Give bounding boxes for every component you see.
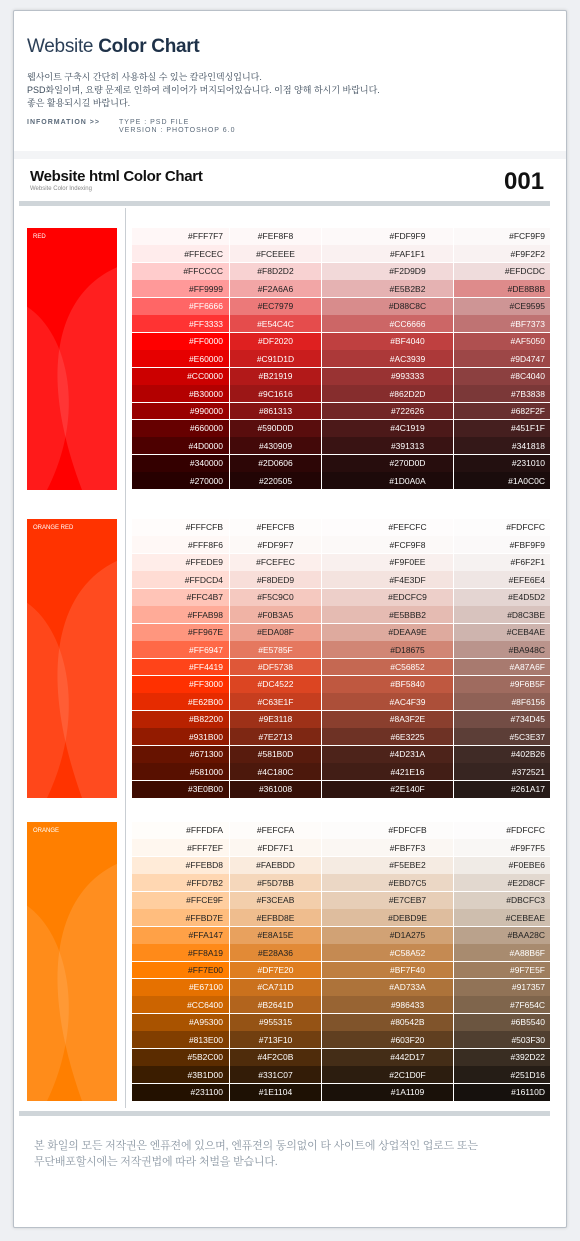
info-label: INFORMATION >> [27, 119, 100, 126]
color-cell: #E62B00 [132, 693, 229, 710]
color-cell: #F8D2D2 [230, 263, 321, 280]
color-cell: #270D0D [322, 455, 453, 472]
color-cell: #EFDCDC [454, 263, 550, 280]
color-cell: #FCF9F9 [454, 228, 550, 245]
color-cell: #16110D [454, 1084, 550, 1101]
color-row [132, 781, 550, 798]
color-cell: #682F2F [454, 403, 550, 420]
footer-line: 무단배포할시에는 저작권법에 따라 처벌을 받습니다. [34, 1156, 278, 1168]
color-row [132, 746, 550, 763]
color-cell: #FFAB98 [132, 606, 229, 623]
color-grid [132, 228, 550, 490]
color-cell: #FF6666 [132, 298, 229, 315]
color-cell: #931B00 [132, 728, 229, 745]
color-cell: #660000 [132, 420, 229, 437]
color-row [132, 589, 550, 606]
color-row [132, 711, 550, 728]
color-cell: #D88C8C [322, 298, 453, 315]
color-cell: #DC4522 [230, 676, 321, 693]
color-cell: #FFEDE9 [132, 554, 229, 571]
color-cell: #F5EBE2 [322, 857, 453, 874]
color-cell: #FEFCFB [230, 519, 321, 536]
color-cell: #AF5050 [454, 333, 550, 350]
color-cell: #C91D1D [230, 350, 321, 367]
color-row [132, 519, 550, 536]
color-cell: #E67100 [132, 979, 229, 996]
color-row [132, 228, 550, 245]
info-type: TYPE : PSD FILE [119, 119, 190, 126]
color-cell: #E2D8CF [454, 874, 550, 891]
information [27, 119, 236, 135]
color-cell: #A95300 [132, 1014, 229, 1031]
color-row [132, 763, 550, 780]
color-cell: #BF4040 [322, 333, 453, 350]
color-cell: #CC6666 [322, 315, 453, 332]
color-cell: #1D0A0A [322, 472, 453, 489]
color-cell: #430909 [230, 437, 321, 454]
color-cell: #7F654C [454, 996, 550, 1013]
color-cell: #EFE6E4 [454, 571, 550, 588]
color-swatch [27, 822, 117, 1101]
color-cell: #8A3F2E [322, 711, 453, 728]
divider-band [14, 151, 566, 159]
swatch-label: ORANGE [33, 828, 60, 834]
color-cell: #AD733A [322, 979, 453, 996]
color-cell: #8F6156 [454, 693, 550, 710]
color-cell: #FEFCFA [230, 822, 321, 839]
color-cell: #DF5738 [230, 659, 321, 676]
color-cell: #FF4419 [132, 659, 229, 676]
color-cell: #862D2D [322, 385, 453, 402]
color-cell: #F0EBE6 [454, 857, 550, 874]
color-row [132, 1014, 550, 1031]
color-cell: #F4E3DF [322, 571, 453, 588]
color-row [132, 822, 550, 839]
color-cell: #FAF1F1 [322, 245, 453, 262]
color-cell: #A87A6F [454, 659, 550, 676]
color-cell: #3B1D00 [132, 1066, 229, 1083]
color-cell: #B2641D [230, 996, 321, 1013]
color-cell: #861313 [230, 403, 321, 420]
color-cell: #4C1919 [322, 420, 453, 437]
color-cell: #FFCCCC [132, 263, 229, 280]
color-cell: #1A1109 [322, 1084, 453, 1101]
color-cell: #E60000 [132, 350, 229, 367]
color-cell: #FCF9F8 [322, 536, 453, 553]
color-cell: #FF9999 [132, 280, 229, 297]
color-cell: #F0B3A5 [230, 606, 321, 623]
color-cell: #F5C9C0 [230, 589, 321, 606]
color-cell: #BA948C [454, 641, 550, 658]
color-cell: #9F6B5F [454, 676, 550, 693]
color-cell: #341818 [454, 437, 550, 454]
title-bold: Color Chart [98, 36, 200, 57]
color-cell: #331C07 [230, 1066, 321, 1083]
swatch-decoration [27, 519, 117, 798]
color-cell: #4F2C0B [230, 1049, 321, 1066]
color-cell: #231100 [132, 1084, 229, 1101]
color-row [132, 536, 550, 553]
color-cell: #F9F7F5 [454, 839, 550, 856]
color-cell: #220505 [230, 472, 321, 489]
color-cell: #372521 [454, 763, 550, 780]
color-row [132, 641, 550, 658]
color-cell: #2D0606 [230, 455, 321, 472]
color-cell: #FFF8F6 [132, 536, 229, 553]
page-title [27, 36, 199, 58]
color-cell: #340000 [132, 455, 229, 472]
color-row [132, 298, 550, 315]
color-cell: #451F1F [454, 420, 550, 437]
color-row [132, 245, 550, 262]
color-cell: #E4D5D2 [454, 589, 550, 606]
color-cell: #FAEBDD [230, 857, 321, 874]
color-row [132, 315, 550, 332]
desc-line: PSD화일이며, 요량 문제로 인하여 레이어가 머지되어있습니다. 이점 양해 하시기 바랍니다. [27, 85, 380, 95]
color-cell: #3E0B00 [132, 781, 229, 798]
color-cell: #955315 [230, 1014, 321, 1031]
color-cell: #F9F0EE [322, 554, 453, 571]
color-cell: #F6F2F1 [454, 554, 550, 571]
color-swatch [27, 228, 117, 490]
color-cell: #BF7F40 [322, 962, 453, 979]
color-row [132, 874, 550, 891]
color-cell: #DE8B8B [454, 280, 550, 297]
color-cell: #FBF9F9 [454, 536, 550, 553]
color-cell: #F2A6A6 [230, 280, 321, 297]
color-cell: #CA711D [230, 979, 321, 996]
color-row [132, 350, 550, 367]
color-cell: #FF7E00 [132, 962, 229, 979]
color-cell: #1A0C0C [454, 472, 550, 489]
color-cell: #402B26 [454, 746, 550, 763]
color-row [132, 624, 550, 641]
swatch-decoration [27, 822, 117, 1101]
color-cell: #A88B6F [454, 944, 550, 961]
swatch-label: RED [33, 234, 46, 240]
chart-title: Website html Color Chart [30, 168, 203, 185]
bottom-rule [19, 1111, 550, 1116]
color-cell: #FFFCFB [132, 519, 229, 536]
color-cell: #990000 [132, 403, 229, 420]
color-cell: #FF6947 [132, 641, 229, 658]
color-cell: #FFD7B2 [132, 874, 229, 891]
color-cell: #EFBD8E [230, 909, 321, 926]
color-row [132, 944, 550, 961]
color-cell: #734D45 [454, 711, 550, 728]
color-cell: #E5BBB2 [322, 606, 453, 623]
color-cell: #BF7373 [454, 315, 550, 332]
color-cell: #D18675 [322, 641, 453, 658]
color-cell: #5C3E37 [454, 728, 550, 745]
color-cell: #FDF9F7 [230, 536, 321, 553]
color-cell: #F2D9D9 [322, 263, 453, 280]
color-cell: #FFBD7E [132, 909, 229, 926]
color-cell: #FFEBD8 [132, 857, 229, 874]
color-cell: #503F30 [454, 1031, 550, 1048]
color-cell: #FDF9F9 [322, 228, 453, 245]
color-cell: #603F20 [322, 1031, 453, 1048]
color-cell: #F8DED9 [230, 571, 321, 588]
color-row [132, 606, 550, 623]
color-cell: #671300 [132, 746, 229, 763]
color-cell: #4C180C [230, 763, 321, 780]
color-row [132, 280, 550, 297]
color-cell: #442D17 [322, 1049, 453, 1066]
color-row [132, 962, 550, 979]
color-row [132, 728, 550, 745]
color-cell: #391313 [322, 437, 453, 454]
color-row [132, 1049, 550, 1066]
color-cell: #FF967E [132, 624, 229, 641]
color-row [132, 472, 550, 489]
color-cell: #F9F2F2 [454, 245, 550, 262]
color-cell: #F5D7BB [230, 874, 321, 891]
color-cell: #917357 [454, 979, 550, 996]
color-row [132, 1066, 550, 1083]
color-cell: #E5B2B2 [322, 280, 453, 297]
color-cell: #FDFCFC [454, 822, 550, 839]
page-frame [13, 10, 567, 1228]
info-version: VERSION : PHOTOSHOP 6.0 [119, 127, 236, 134]
color-cell: #BAA28C [454, 927, 550, 944]
color-row [132, 1031, 550, 1048]
color-cell: #231010 [454, 455, 550, 472]
color-cell: #DBCFC3 [454, 892, 550, 909]
color-cell: #722626 [322, 403, 453, 420]
color-cell: #CEB4AE [454, 624, 550, 641]
color-cell: #FF8A19 [132, 944, 229, 961]
color-cell: #F3CEAB [230, 892, 321, 909]
color-cell: #581B0D [230, 746, 321, 763]
color-cell: #7E2713 [230, 728, 321, 745]
description [27, 71, 447, 110]
color-cell: #6B5540 [454, 1014, 550, 1031]
color-row [132, 1084, 550, 1101]
color-cell: #261A17 [454, 781, 550, 798]
color-cell: #D1A275 [322, 927, 453, 944]
color-row [132, 368, 550, 385]
color-cell: #FDF7F1 [230, 839, 321, 856]
color-cell: #EBD7C5 [322, 874, 453, 891]
color-cell: #2C1D0F [322, 1066, 453, 1083]
color-row [132, 979, 550, 996]
color-cell: #9C1616 [230, 385, 321, 402]
color-cell: #FEF8F8 [230, 228, 321, 245]
color-cell: #986433 [322, 996, 453, 1013]
color-cell: #E7CEB7 [322, 892, 453, 909]
color-cell: #FFF7EF [132, 839, 229, 856]
color-row [132, 385, 550, 402]
color-row [132, 892, 550, 909]
footer-line: 본 화일의 모든 저작권은 엔퓨젼에 있으며, 엔퓨젼의 동의없이 타 사이트에 상업적인 업로드 또는 [34, 1140, 478, 1152]
color-cell: #B30000 [132, 385, 229, 402]
vertical-divider [125, 208, 126, 1108]
color-row [132, 420, 550, 437]
color-swatch [27, 519, 117, 798]
color-cell: #B21919 [230, 368, 321, 385]
color-row [132, 437, 550, 454]
color-grid [132, 519, 550, 798]
chart-subtitle: Website Color Indexing [30, 186, 92, 192]
color-cell: #813E00 [132, 1031, 229, 1048]
color-cell: #251D16 [454, 1066, 550, 1083]
color-cell: #C58A52 [322, 944, 453, 961]
color-cell: #4D0000 [132, 437, 229, 454]
color-cell: #E54C4C [230, 315, 321, 332]
color-cell: #9D4747 [454, 350, 550, 367]
color-row [132, 693, 550, 710]
color-cell: #FFCE9F [132, 892, 229, 909]
color-cell: #CE9595 [454, 298, 550, 315]
color-cell: #D8C3BE [454, 606, 550, 623]
color-cell: #FFECEC [132, 245, 229, 262]
color-cell: #FBF7F3 [322, 839, 453, 856]
color-cell: #713F10 [230, 1031, 321, 1048]
desc-line: 웹사이트 구축시 간단히 사용하실 수 있는 칼라인덱싱입니다. [27, 72, 262, 82]
color-cell: #9E3118 [230, 711, 321, 728]
color-cell: #FEFCFC [322, 519, 453, 536]
color-cell: #FF3000 [132, 676, 229, 693]
color-grid [132, 822, 550, 1101]
copyright-notice [34, 1138, 478, 1170]
color-row [132, 554, 550, 571]
color-cell: #C56852 [322, 659, 453, 676]
color-cell: #B82200 [132, 711, 229, 728]
title-light: Website [27, 36, 94, 57]
color-row [132, 403, 550, 420]
color-cell: #1E1104 [230, 1084, 321, 1101]
color-cell: #CEBEAE [454, 909, 550, 926]
swatch-label: ORANGE RED [33, 525, 74, 531]
color-cell: #EDCFC9 [322, 589, 453, 606]
color-row [132, 455, 550, 472]
color-cell: #392D22 [454, 1049, 550, 1066]
color-row [132, 263, 550, 280]
color-cell: #581000 [132, 763, 229, 780]
color-cell: #FCEFEC [230, 554, 321, 571]
color-cell: #7B3838 [454, 385, 550, 402]
color-cell: #FF3333 [132, 315, 229, 332]
color-cell: #590D0D [230, 420, 321, 437]
color-row [132, 839, 550, 856]
color-cell: #E5785F [230, 641, 321, 658]
color-row [132, 676, 550, 693]
color-row [132, 333, 550, 350]
color-row [132, 909, 550, 926]
color-cell: #421E16 [322, 763, 453, 780]
color-cell: #EC7979 [230, 298, 321, 315]
color-row [132, 857, 550, 874]
chart-number: 001 [504, 168, 545, 195]
color-cell: #270000 [132, 472, 229, 489]
color-cell: #DEBD9E [322, 909, 453, 926]
color-cell: #FDFCFB [322, 822, 453, 839]
color-cell: #EDA08F [230, 624, 321, 641]
color-cell: #FFF7F7 [132, 228, 229, 245]
color-cell: #E8A15E [230, 927, 321, 944]
color-cell: #9F7E5F [454, 962, 550, 979]
color-cell: #FF0000 [132, 333, 229, 350]
color-cell: #5B2C00 [132, 1049, 229, 1066]
color-cell: #FFFDFA [132, 822, 229, 839]
color-cell: #993333 [322, 368, 453, 385]
color-cell: #BF5840 [322, 676, 453, 693]
color-cell: #6E3225 [322, 728, 453, 745]
color-cell: #FDFCFC [454, 519, 550, 536]
color-cell: #FFDCD4 [132, 571, 229, 588]
color-cell: #4D231A [322, 746, 453, 763]
color-cell: #E28A36 [230, 944, 321, 961]
color-row [132, 996, 550, 1013]
color-cell: #AC3939 [322, 350, 453, 367]
color-cell: #DF7E20 [230, 962, 321, 979]
color-cell: #FFA147 [132, 927, 229, 944]
color-cell: #80542B [322, 1014, 453, 1031]
color-row [132, 571, 550, 588]
color-cell: #CC0000 [132, 368, 229, 385]
color-cell: #DF2020 [230, 333, 321, 350]
color-cell: #DEAA9E [322, 624, 453, 641]
color-cell: #2E140F [322, 781, 453, 798]
color-cell: #CC6400 [132, 996, 229, 1013]
color-cell: #FCEEEE [230, 245, 321, 262]
color-row [132, 927, 550, 944]
color-row [132, 659, 550, 676]
top-rule [19, 201, 550, 206]
color-cell: #361008 [230, 781, 321, 798]
swatch-decoration [27, 228, 117, 490]
color-cell: #FFC4B7 [132, 589, 229, 606]
color-cell: #AC4F39 [322, 693, 453, 710]
color-cell: #8C4040 [454, 368, 550, 385]
color-cell: #C63E1F [230, 693, 321, 710]
desc-line: 좋은 활용되시길 바랍니다. [27, 98, 131, 108]
